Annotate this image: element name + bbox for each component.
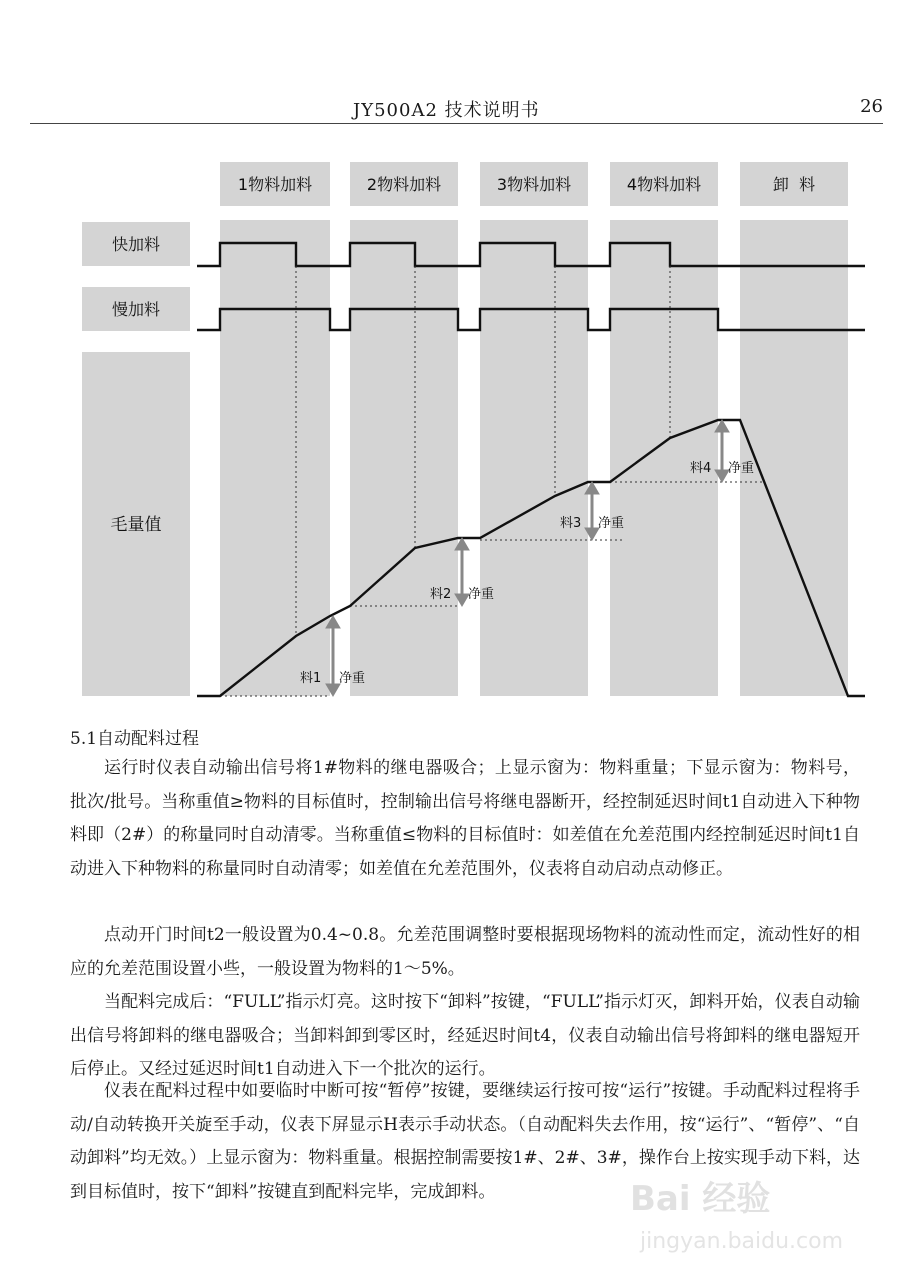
baidu-jingyan-watermark bbox=[620, 1160, 890, 1260]
header-divider bbox=[30, 123, 883, 124]
watermark-logo-text: Bai 经验 bbox=[630, 1179, 771, 1219]
net-label-3-net: 净重 bbox=[598, 516, 625, 531]
net-label-3-material: 料3 bbox=[560, 516, 582, 531]
phase-label-3: 3物料加料 bbox=[496, 175, 572, 194]
watermark-url-text: jingyan.baidu.com bbox=[640, 1229, 844, 1254]
phase-label-1: 1物料加料 bbox=[237, 175, 313, 194]
paragraph-discharge: 当配料完成后：“FULL”指示灯亮。这时按下“卸料”按键，“FULL”指示灯灭，卸料开始，仪表自动输出信号将卸料的继电器吸合；当卸料卸到零区时，经延迟时间t4，仪表自动输出信号将卸料的继电器短开后停止。又经过延迟时间t1自动进入下一个批次的运行。 bbox=[70, 992, 860, 1079]
phase-column-2 bbox=[350, 220, 458, 696]
net-label-2-net: 净重 bbox=[468, 587, 495, 602]
paragraph-jog-time: 点动开门时间t2一般设置为0.4~0.8。允差范围调整时要根据现场物料的流动性而定，流动性好的相应的允差范围设置小些，一般设置为物料的1～5%。 bbox=[70, 925, 860, 979]
phase-label-4: 4物料加料 bbox=[626, 175, 702, 194]
row-label-gross: 毛量值 bbox=[110, 515, 162, 535]
net-label-1-net: 净重 bbox=[339, 671, 366, 686]
phase-label-2: 2物料加料 bbox=[366, 175, 442, 194]
header-title: JY500A2 技术说明书 bbox=[353, 100, 540, 121]
phase-headers bbox=[220, 162, 848, 206]
net-label-1-material: 料1 bbox=[300, 671, 322, 686]
page-header bbox=[0, 0, 905, 130]
section-title: 5.1自动配料过程 bbox=[70, 729, 200, 749]
page-number: 26 bbox=[860, 96, 883, 117]
batching-timing-diagram bbox=[0, 150, 905, 710]
row-label-slow: 慢加料 bbox=[111, 300, 161, 319]
row-labels bbox=[82, 222, 190, 696]
phase-column-4 bbox=[610, 220, 718, 696]
phase-column-5 bbox=[740, 220, 848, 696]
net-label-4-net: 净重 bbox=[728, 461, 755, 476]
phase-label-5: 卸 料 bbox=[772, 175, 816, 194]
phase-column-3 bbox=[480, 220, 588, 696]
row-label-fast: 快加料 bbox=[111, 235, 161, 254]
paragraph-pause-manual: 仪表在配料过程中如要临时中断可按“暂停”按键，要继续运行按可按“运行”按键。手动配料过程将手动/自动转换开关旋至手动，仪表下屏显示H表示手动状态。（自动配料失去作用，按“运行”、“暂停”、“自动卸料”均无效。）上显示窗为：物料重量。根据控制需要按1#、2#、3#，操作台上按实现手动下料，达到目标值时，按下“卸料”按键直到配料完毕，完成卸料。 bbox=[70, 1081, 860, 1202]
paragraph-auto-run: 运行时仪表自动输出信号将1#物料的继电器吸合；上显示窗为：物料重量；下显示窗为：物料号，批次/批号。当称重值≥物料的目标值时，控制输出信号将继电器断开，经控制延迟时间t1自动进入下种物料即（2#）的称量同时自动清零。当称重值≤物料的目标值时：如差值在允差范围内经控制延迟时间t1自动进入下种物料的称量同时自动清零；如差值在允差范围外，仪表将自动启动点动修正。 bbox=[70, 758, 860, 879]
net-label-4-material: 料4 bbox=[690, 461, 712, 476]
net-label-2-material: 料2 bbox=[430, 587, 452, 602]
